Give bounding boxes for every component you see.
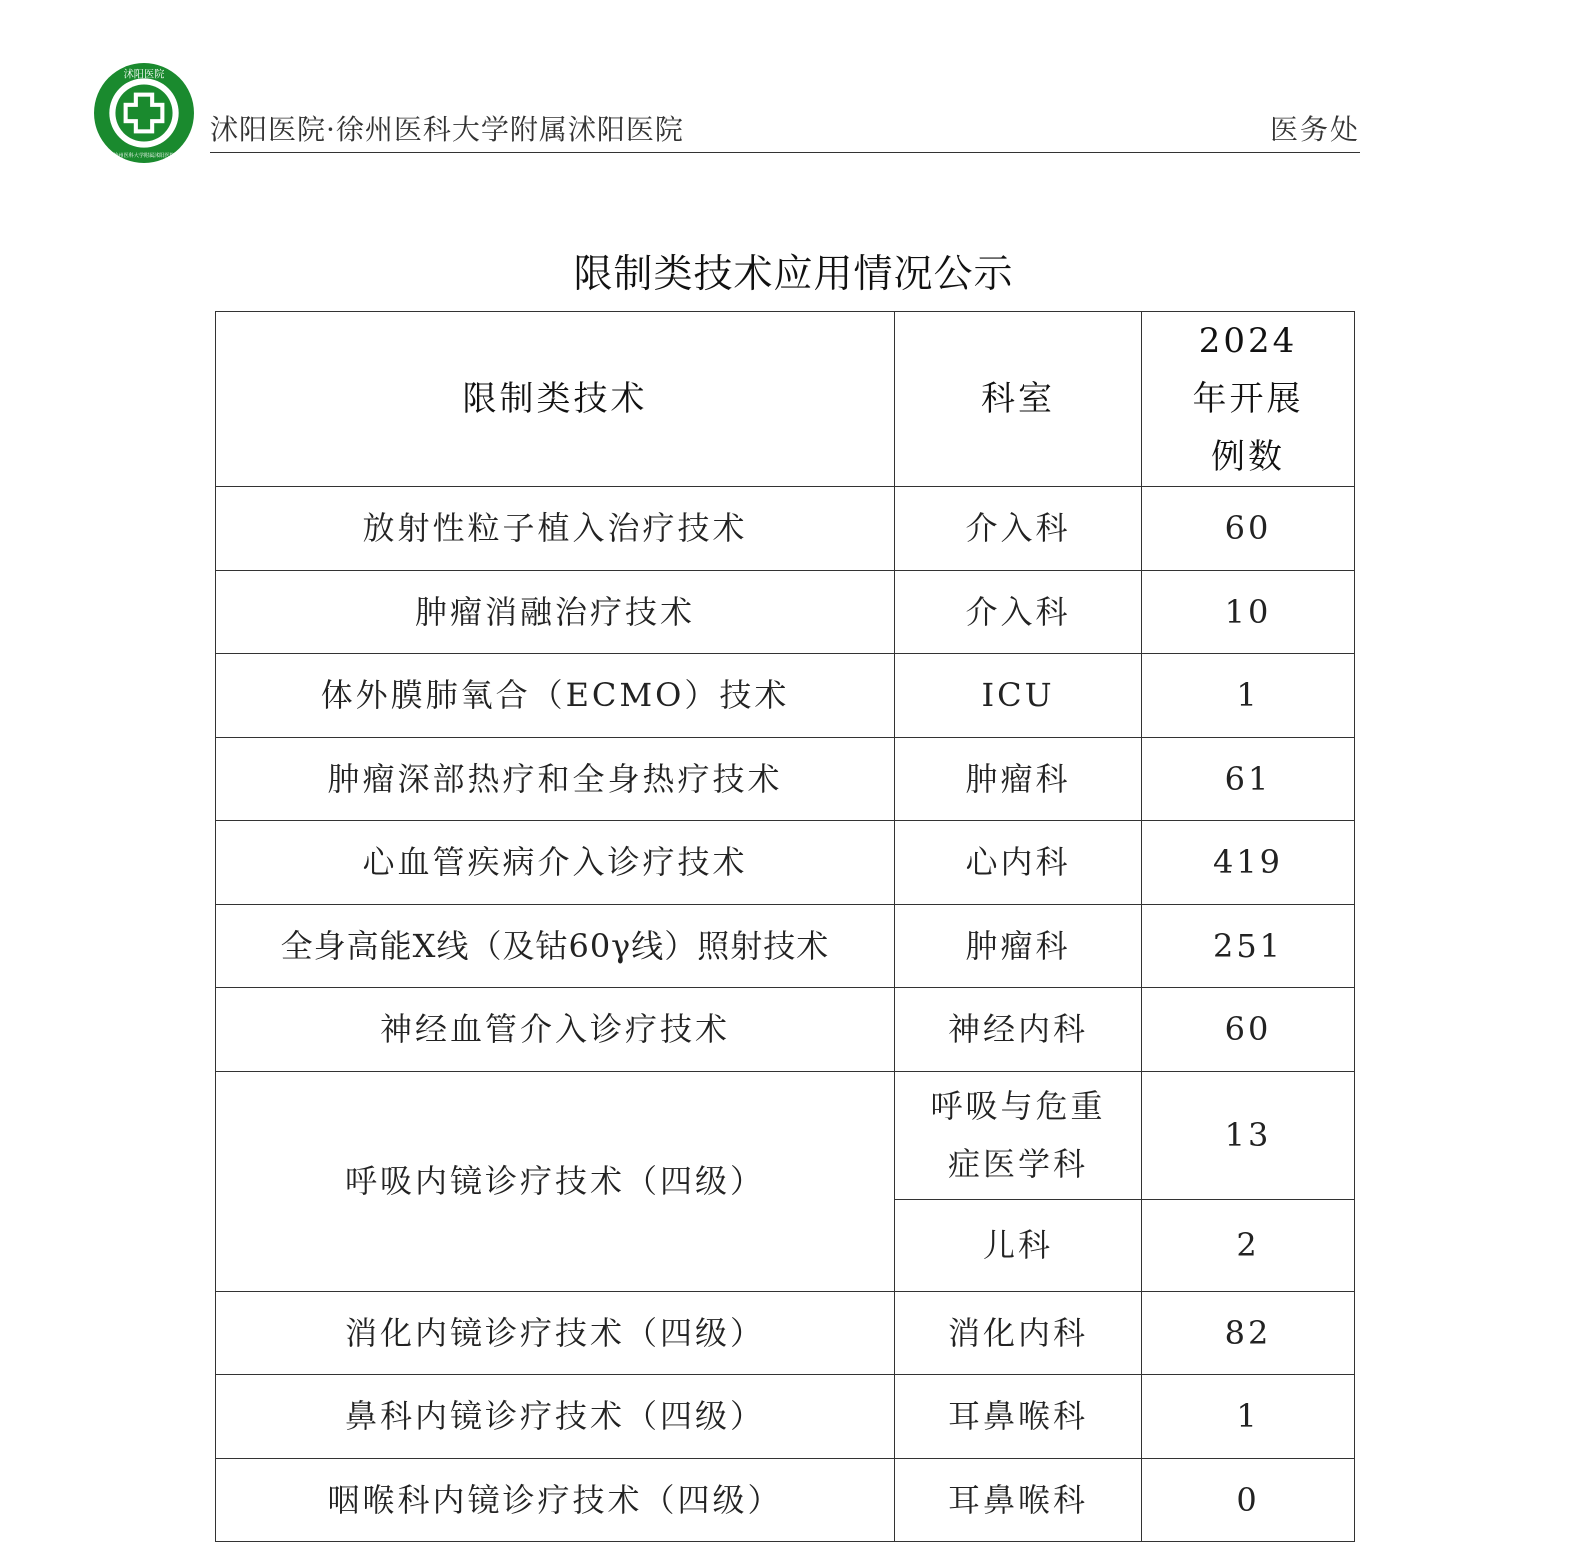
dept-cell: ICU <box>895 654 1142 738</box>
count-cell: 419 <box>1142 821 1355 905</box>
column-header-tech: 限制类技术 <box>216 312 895 487</box>
dept-cell: 心内科 <box>895 821 1142 905</box>
count-cell: 251 <box>1142 904 1355 988</box>
dept-cell: 介入科 <box>895 487 1142 571</box>
table-row <box>216 988 1355 1072</box>
table-row <box>216 487 1355 571</box>
count-cell: 0 <box>1142 1458 1355 1542</box>
org-name: 沭阳医院·徐州医科大学附属沭阳医院 <box>210 113 684 146</box>
tech-cell: 消化内镜诊疗技术（四级） <box>216 1291 895 1375</box>
dept-cell: 耳鼻喉科 <box>895 1458 1142 1542</box>
table-row <box>216 904 1355 988</box>
count-cell: 60 <box>1142 487 1355 571</box>
logo-top-text: 沭阳医院 <box>123 69 165 81</box>
table-header-row <box>216 312 1355 487</box>
table-row <box>216 737 1355 821</box>
table-row <box>216 570 1355 654</box>
dept-cell: 呼吸与危重症医学科 <box>895 1071 1142 1199</box>
tech-cell: 呼吸内镜诊疗技术（四级） <box>216 1071 895 1291</box>
count-cell: 2 <box>1142 1199 1355 1291</box>
table-row <box>216 821 1355 905</box>
table-row <box>216 1458 1355 1542</box>
tech-cell: 肿瘤消融治疗技术 <box>216 570 895 654</box>
table-row <box>216 1291 1355 1375</box>
tech-cell: 神经血管介入诊疗技术 <box>216 988 895 1072</box>
dept-cell: 肿瘤科 <box>895 737 1142 821</box>
dept-cell: 介入科 <box>895 570 1142 654</box>
page-title: 限制类技术应用情况公示 <box>573 252 1014 297</box>
tech-cell: 体外膜肺氧合（ECMO）技术 <box>216 654 895 738</box>
hospital-logo <box>93 62 195 164</box>
count-cell: 1 <box>1142 654 1355 738</box>
count-cell: 1 <box>1142 1375 1355 1459</box>
table-row <box>216 1375 1355 1459</box>
count-cell: 82 <box>1142 1291 1355 1375</box>
tech-cell: 咽喉科内镜诊疗技术（四级） <box>216 1458 895 1542</box>
dept-cell: 消化内科 <box>895 1291 1142 1375</box>
tech-cell: 肿瘤深部热疗和全身热疗技术 <box>216 737 895 821</box>
table-row <box>216 654 1355 738</box>
column-header-dept: 科室 <box>895 312 1142 487</box>
count-cell: 10 <box>1142 570 1355 654</box>
tech-table <box>215 311 1355 1542</box>
header-divider <box>210 152 1360 153</box>
dept-cell: 肿瘤科 <box>895 904 1142 988</box>
table-row-merged <box>216 1071 1355 1199</box>
column-header-count: 2024年开展例数 <box>1142 312 1355 487</box>
count-cell: 61 <box>1142 737 1355 821</box>
dept-name: 医务处 <box>1269 113 1360 146</box>
tech-cell: 心血管疾病介入诊疗技术 <box>216 821 895 905</box>
dept-cell: 神经内科 <box>895 988 1142 1072</box>
tech-cell: 全身高能X线（及钴60γ线）照射技术 <box>216 904 895 988</box>
logo-ring-text: 徐州医科大学附属沭阳医院 <box>113 152 175 159</box>
count-cell: 60 <box>1142 988 1355 1072</box>
tech-cell: 鼻科内镜诊疗技术（四级） <box>216 1375 895 1459</box>
tech-cell: 放射性粒子植入治疗技术 <box>216 487 895 571</box>
dept-cell: 儿科 <box>895 1199 1142 1291</box>
dept-cell: 耳鼻喉科 <box>895 1375 1142 1459</box>
count-cell: 13 <box>1142 1071 1355 1199</box>
